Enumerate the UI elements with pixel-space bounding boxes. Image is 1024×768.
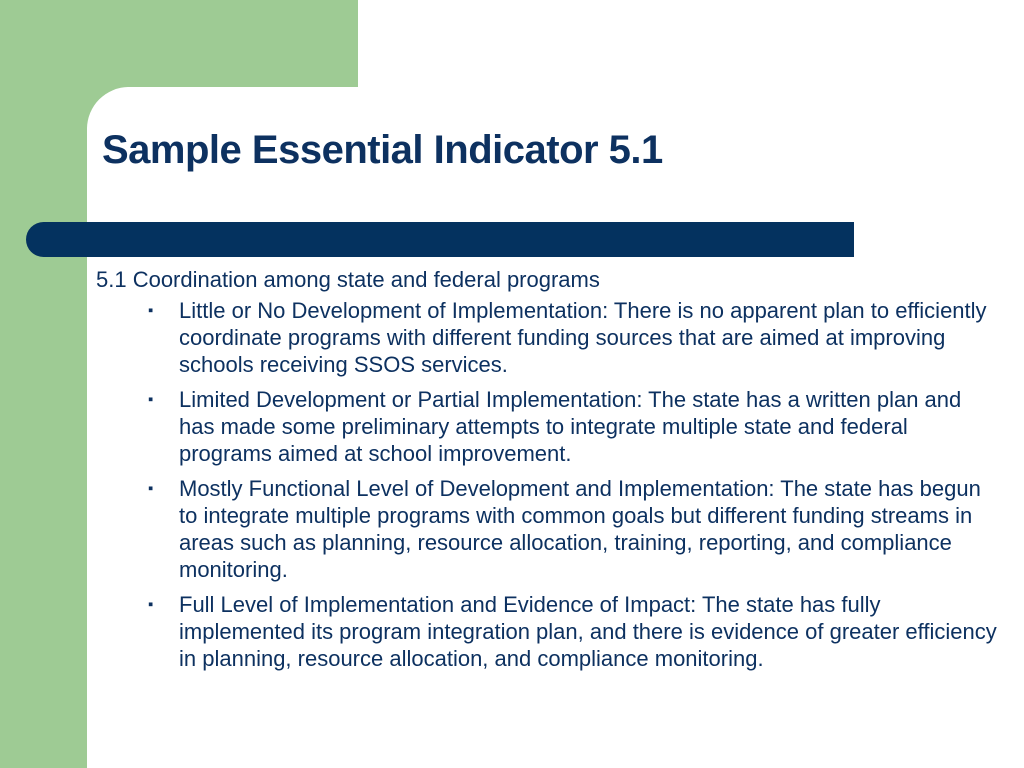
slide-title: Sample Essential Indicator 5.1 xyxy=(102,128,663,172)
level-item-1 xyxy=(96,297,1001,378)
level-term: Full Level of Implementation and Evidence of Impact: xyxy=(179,592,697,617)
level-term: Mostly Functional Level of Development and Implementation: xyxy=(179,476,775,501)
indicator-subheading: 5.1 Coordination among state and federal programs xyxy=(96,267,600,292)
level-description: The state has begun to integrate multiple programs with common goals but different funding streams in areas such as planning, resource allocation, training, reporting, and compliance monitoring. xyxy=(179,476,981,582)
level-item-2 xyxy=(96,386,1001,467)
level-description: The state has fully implemented its program integration plan, and there is evidence of greater efficiency in planning, resource allocation, and compliance monitoring. xyxy=(179,592,997,671)
level-item-3 xyxy=(96,475,1001,583)
level-term: Limited Development or Partial Implementation: xyxy=(179,387,643,412)
level-term: Little or No Development of Implementation xyxy=(179,298,603,323)
slide-body xyxy=(96,266,1001,680)
square-bullet-icon: ▪ xyxy=(148,596,154,613)
level-item-4 xyxy=(96,591,1001,672)
level-description: The state has a written plan and has made some preliminary attempts to integrate multiple state and federal programs aimed at school improvement. xyxy=(179,387,962,466)
level-description: : There is no apparent plan to efficiently coordinate programs with different funding sources that are aimed at improving schools receiving SSOS services. xyxy=(179,298,987,377)
square-bullet-icon: ▪ xyxy=(148,302,154,319)
square-bullet-icon: ▪ xyxy=(148,391,154,408)
indicator-levels-list xyxy=(96,297,1001,672)
title-divider-bar xyxy=(26,222,854,257)
square-bullet-icon: ▪ xyxy=(148,480,154,497)
